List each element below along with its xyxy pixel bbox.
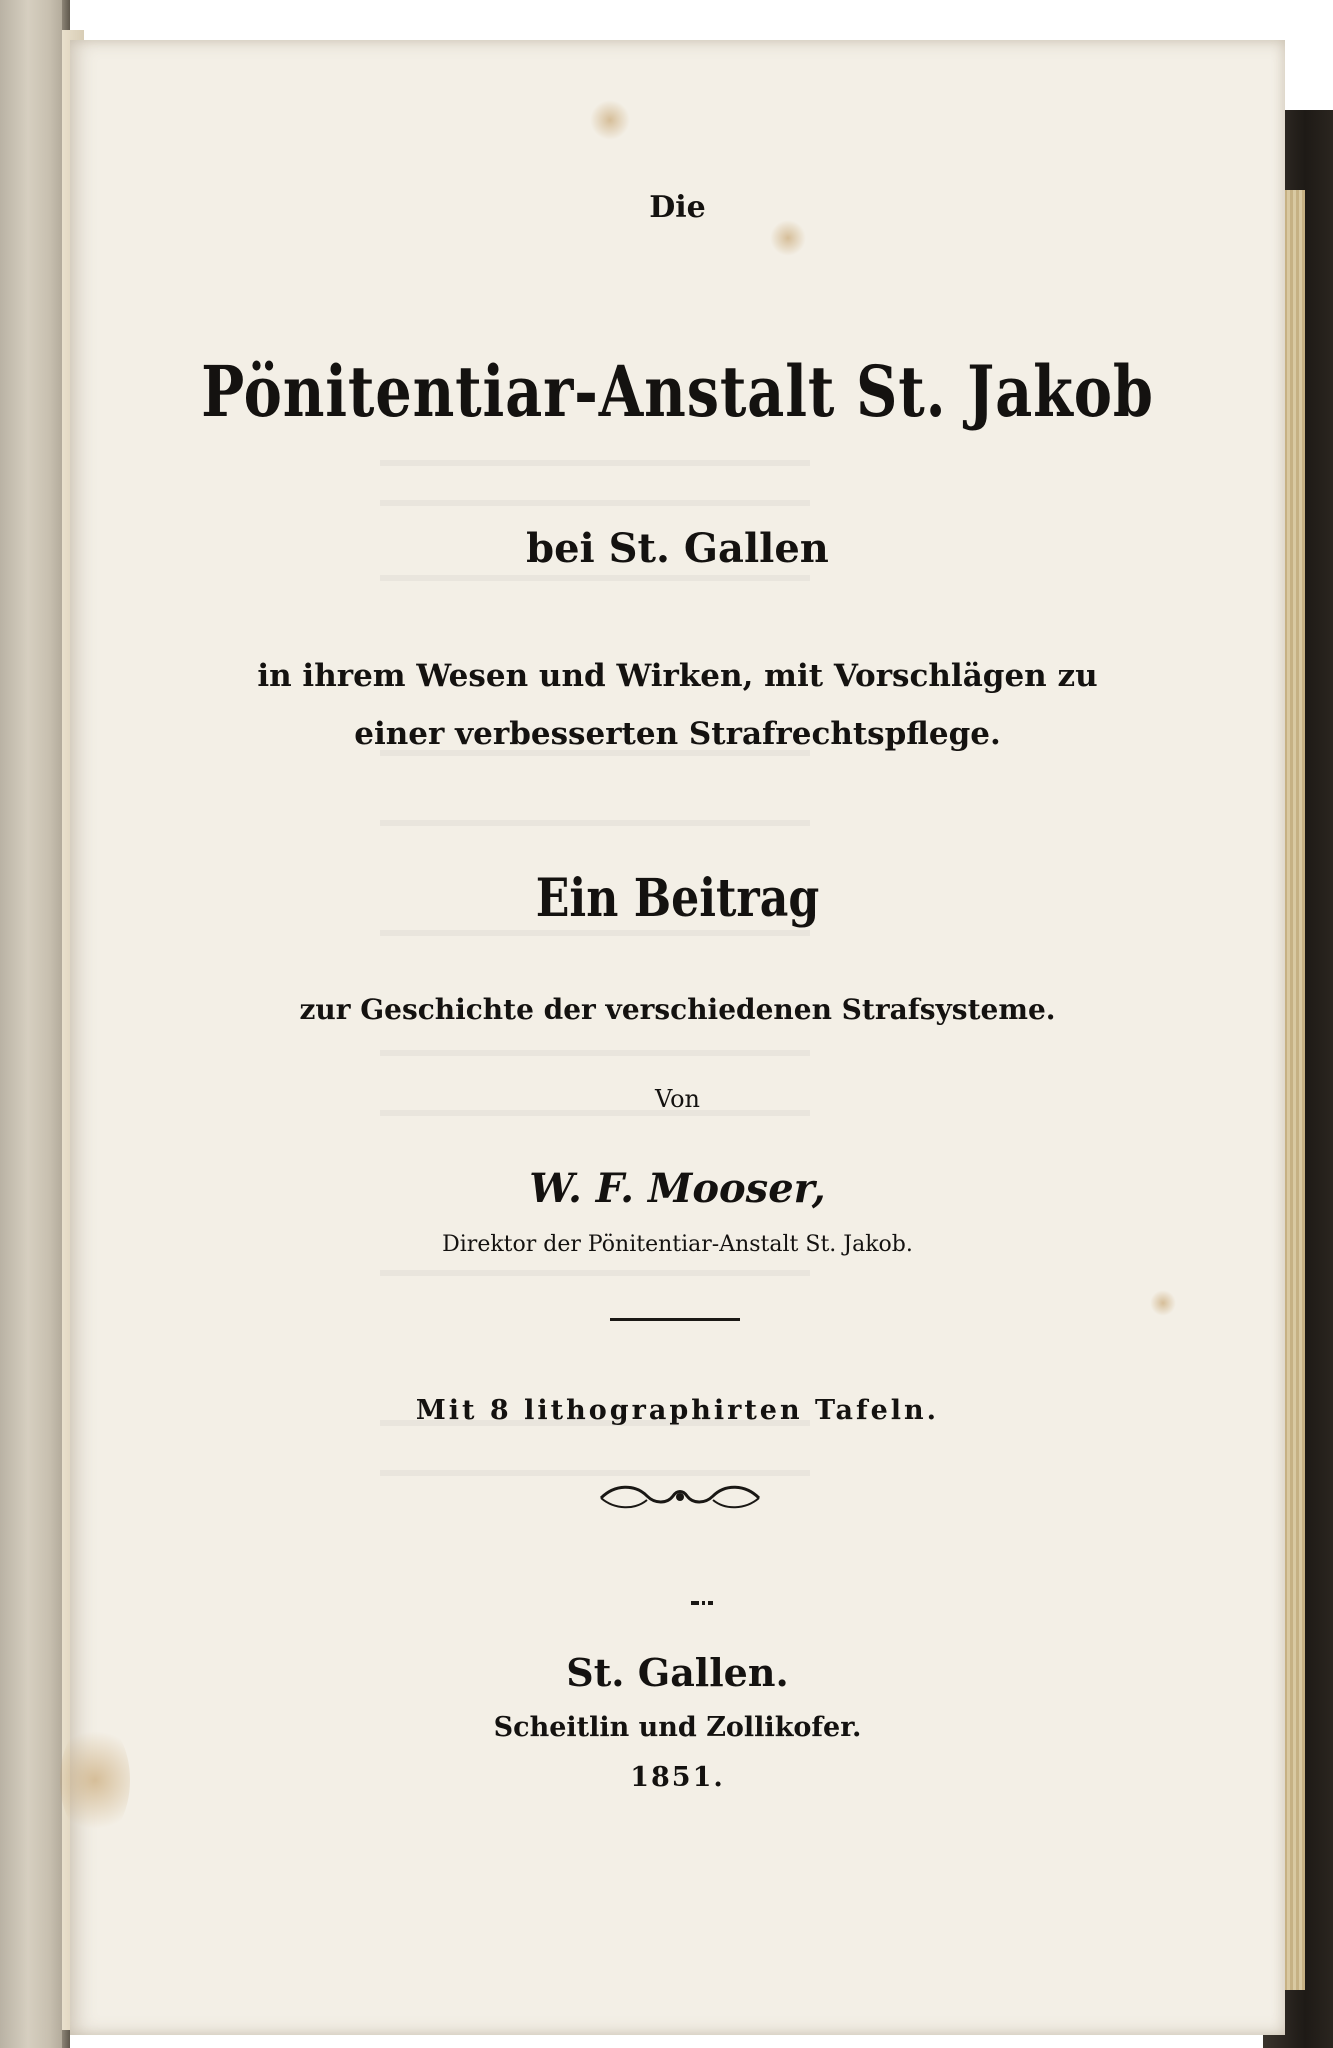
subtitle-line-2: einer verbesserten Strafrechtspflege. — [354, 716, 1001, 752]
title-page — [70, 40, 1285, 2035]
subtitle-line-1: in ihrem Wesen und Wirken, mit Vorschlägen zu — [257, 658, 1098, 694]
publication-year: 1851. — [630, 1762, 725, 1793]
contribution-heading: Ein Beitrag — [535, 868, 820, 929]
bleed-through — [380, 575, 810, 581]
foxing-spot — [590, 100, 630, 140]
bleed-through — [380, 1470, 810, 1476]
bleed-through — [380, 460, 810, 466]
title-article: Die — [649, 190, 706, 225]
bleed-through — [380, 930, 810, 936]
publication-city: St. Gallen. — [566, 1650, 789, 1695]
bleed-through — [380, 1270, 810, 1276]
foxing-spot — [770, 220, 806, 256]
foxing-spot — [1150, 1290, 1176, 1316]
by-label: Von — [654, 1085, 701, 1113]
author-name: W. F. Mooser, — [529, 1165, 826, 1212]
bleed-through — [380, 500, 810, 506]
main-title: Pönitentiar-Anstalt St. Jakob — [201, 350, 1154, 433]
plates-note: Mit 8 lithographirten Tafeln. — [415, 1395, 940, 1426]
divider-rule — [610, 1318, 740, 1321]
title-location: bei St. Gallen — [526, 525, 829, 572]
book-cover-left — [0, 0, 70, 2048]
bleed-through — [380, 1050, 810, 1056]
flourish-ornament-icon — [595, 1480, 765, 1514]
contribution-subheading: zur Geschichte der verschiedenen Strafsysteme. — [299, 993, 1056, 1026]
small-ornament-icon — [691, 1600, 715, 1606]
publisher: Scheitlin und Zollikofer. — [493, 1712, 862, 1743]
bleed-through — [380, 820, 810, 826]
author-role: Direktor der Pönitentiar-Anstalt St. Jakob. — [442, 1232, 913, 1257]
